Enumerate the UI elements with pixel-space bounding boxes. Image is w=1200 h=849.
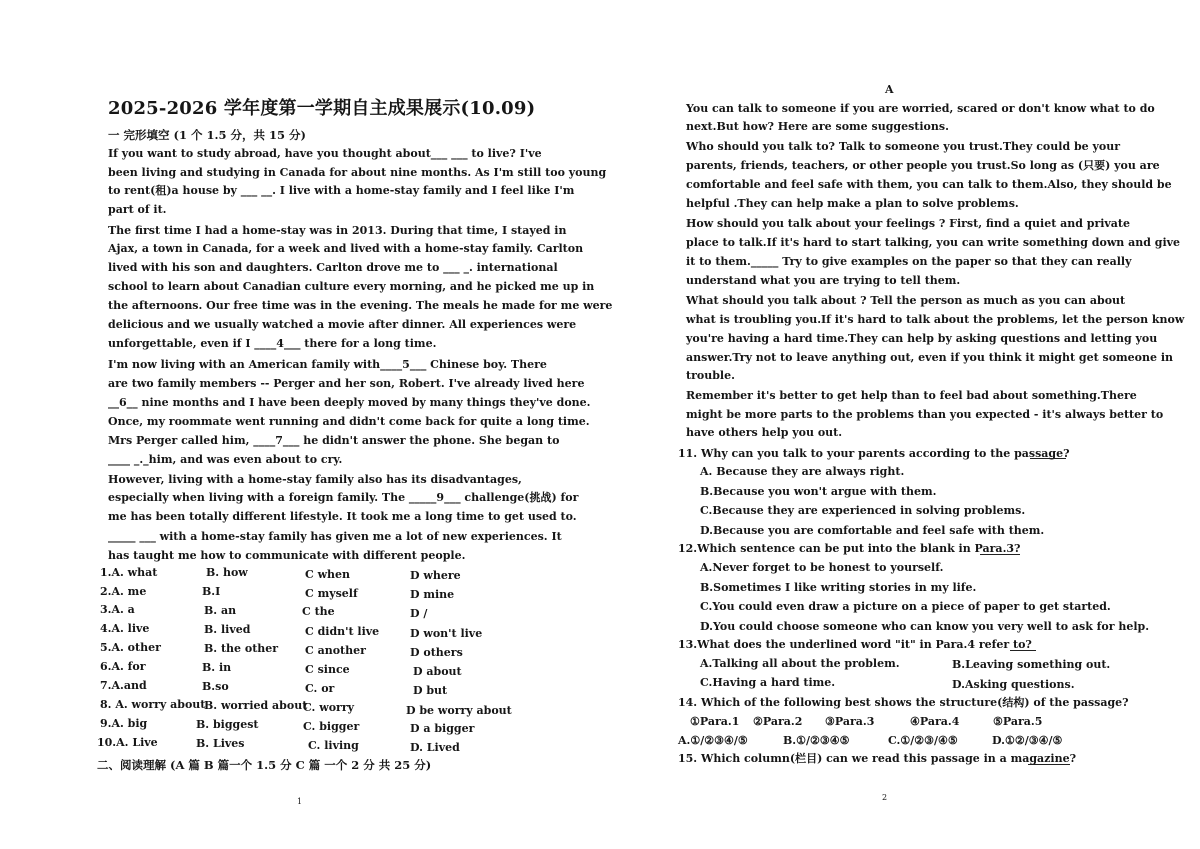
option-b[interactable]: B. lived	[204, 623, 251, 636]
question-14-option-b[interactable]: B.①/②③④⑤	[783, 734, 850, 747]
option-d[interactable]: D where	[410, 569, 461, 582]
option-b[interactable]: B. biggest	[196, 718, 259, 731]
question-12-option-a[interactable]: A.Never forget to be honest to yourself.	[700, 561, 944, 574]
passage-line: me has been totally different lifestyle. It took me a long time to get used to.	[108, 510, 577, 523]
exam-title: 2025-2026 学年度第一学期自主成果展示(10.09)	[108, 98, 536, 119]
passage-line: has taught me how to communicate with different people.	[108, 549, 466, 562]
paragraph-label: ④Para.4	[910, 715, 960, 728]
answer-blank[interactable]	[1030, 458, 1066, 459]
option-d[interactable]: D about	[413, 665, 462, 678]
passage-line: what is troubling you.If it's hard to talk about the problems, let the person know	[686, 313, 1185, 326]
passage-line: are two family members -- Perger and her son, Robert. I've already lived here	[108, 377, 585, 390]
passage-line: to rent(租)a house by ___ __. I live with a home-stay family and I feel like I'm	[108, 184, 575, 197]
option-c[interactable]: C the	[302, 605, 335, 618]
passage-line: been living and studying in Canada for about nine months. As I'm still too young	[108, 166, 607, 179]
question-13-option-d[interactable]: D.Asking questions.	[952, 678, 1075, 691]
option-d[interactable]: D mine	[410, 588, 455, 601]
option-a[interactable]: 9.A. big	[100, 717, 148, 730]
section-reading-heading: 二、阅读理解 (A 篇 B 篇一个 1.5 分 C 篇 一个 2 分 共 25 分)	[97, 758, 432, 772]
passage-line: How should you talk about your feelings ? First, find a quiet and private	[686, 217, 1131, 230]
passage-line: part of it.	[108, 203, 167, 216]
question-14-option-d[interactable]: D.①②/③④/⑤	[992, 734, 1063, 747]
option-d[interactable]: D but	[413, 684, 448, 697]
option-d[interactable]: D. Lived	[410, 741, 460, 754]
question-15-stem: 15. Which column(栏目) can we read this passage in a magazine?	[678, 752, 1077, 765]
passage-line: delicious and we usually watched a movie after dinner. All experiences were	[108, 318, 577, 331]
option-d[interactable]: D a bigger	[410, 722, 475, 735]
option-c[interactable]: C didn't live	[305, 625, 380, 638]
passage-line: However, living with a home-stay family also has its disadvantages,	[108, 473, 522, 486]
question-11-option-b[interactable]: B.Because you won't argue with them.	[700, 485, 937, 498]
option-b[interactable]: B. an	[204, 604, 237, 617]
passage-line: next.But how? Here are some suggestions.	[686, 120, 949, 133]
question-14-option-a[interactable]: A.①/②③④/⑤	[678, 734, 748, 747]
question-14-stem: 14. Which of the following best shows the structure(结构) of the passage?	[678, 696, 1129, 709]
passage-line: might be more parts to the problems than you expected - it's always better to	[686, 408, 1164, 421]
option-a[interactable]: 7.A.and	[100, 679, 147, 692]
paragraph-label: ③Para.3	[825, 715, 875, 728]
passage-line: the afternoons. Our free time was in the evening. The meals he made for me were	[108, 299, 613, 312]
passage-line: helpful .They can help make a plan to solve problems.	[686, 197, 1019, 210]
option-a[interactable]: 1.A. what	[100, 566, 158, 579]
option-a[interactable]: 4.A. live	[100, 622, 150, 635]
option-b[interactable]: B. Lives	[196, 737, 245, 750]
passage-line: Ajax, a town in Canada, for a week and lived with a home-stay family. Carlton	[108, 242, 584, 255]
passage-line: lived with his son and daughters. Carlton drove me to ___ _. international	[108, 261, 558, 274]
question-11-option-a[interactable]: A. Because they are always right.	[700, 465, 905, 478]
question-13-option-c[interactable]: C.Having a hard time.	[700, 676, 836, 689]
passage-line: it to them._____ Try to give examples on the paper so that they can really	[686, 255, 1132, 268]
option-c[interactable]: C myself	[305, 587, 358, 600]
paragraph-label: ②Para.2	[753, 715, 803, 728]
option-d[interactable]: D /	[410, 607, 428, 620]
option-c[interactable]: C. worry	[303, 701, 355, 714]
passage-line: comfortable and feel safe with them, you can talk to them.Also, they should be	[686, 178, 1172, 191]
option-c[interactable]: C. bigger	[303, 720, 360, 733]
option-d[interactable]: D be worry about	[406, 704, 512, 717]
passage-line: have others help you out.	[686, 426, 843, 439]
option-c[interactable]: C. or	[305, 682, 335, 695]
option-a[interactable]: 3.A. a	[100, 603, 135, 616]
option-c[interactable]: C since	[305, 663, 350, 676]
exam-page-right	[600, 0, 1200, 849]
paragraph-label: ①Para.1	[690, 715, 740, 728]
option-a[interactable]: 2.A. me	[100, 585, 147, 598]
passage-line: What should you talk about ? Tell the person as much as you can about	[686, 294, 1126, 307]
passage-heading: A	[885, 83, 894, 96]
option-b[interactable]: B.I	[202, 585, 221, 598]
passage-line: Who should you talk to? Talk to someone you trust.They could be your	[686, 140, 1121, 153]
passage-line: school to learn about Canadian culture every morning, and he picked me up in	[108, 280, 595, 293]
passage-line: place to talk.If it's hard to start talking, you can write something down and give	[686, 236, 1181, 249]
passage-line: If you want to study abroad, have you thought about___ ___ to live? I've	[108, 147, 542, 160]
passage-line: especially when living with a foreign family. The _____9___ challenge(挑战) for	[108, 491, 579, 504]
option-b[interactable]: B. worried about	[204, 699, 308, 712]
passage-line: you're having a hard time.They can help by asking questions and letting you	[686, 332, 1158, 345]
question-11-option-c[interactable]: C.Because they are experienced in solving problems.	[700, 504, 1026, 517]
passage-line: ____ _._him, and was even about to cry.	[108, 453, 343, 466]
question-12-option-b[interactable]: B.Sometimes I like writing stories in my life.	[700, 581, 977, 594]
paragraph-label: ⑤Para.5	[993, 715, 1043, 728]
option-d[interactable]: D won't live	[410, 627, 483, 640]
question-11-option-d[interactable]: D.Because you are comfortable and feel safe with them.	[700, 524, 1045, 537]
question-12-option-c[interactable]: C.You could even draw a picture on a piece of paper to get started.	[700, 600, 1111, 613]
option-c[interactable]: C when	[305, 568, 351, 581]
question-11-stem: 11. Why can you talk to your parents according to the passage?	[678, 447, 1070, 460]
page-number: 1	[297, 797, 303, 806]
passage-line: I'm now living with an American family with____5___ Chinese boy. There	[108, 358, 547, 371]
option-b[interactable]: B. how	[206, 566, 248, 579]
question-14-option-c[interactable]: C.①/②③/④⑤	[888, 734, 958, 747]
question-13-stem: 13.What does the underlined word "it" in Para.4 refer to?	[678, 638, 1032, 651]
page-number: 2	[882, 793, 888, 802]
option-a[interactable]: 8. A. worry about	[100, 698, 206, 711]
passage-line: Once, my roommate went running and didn't come back for quite a long time.	[108, 415, 590, 428]
answer-blank[interactable]	[1028, 764, 1070, 765]
passage-line: __6__ nine months and I have been deeply moved by many things they've done.	[108, 396, 591, 409]
option-b[interactable]: B. in	[202, 661, 232, 674]
question-13-option-a[interactable]: A.Talking all about the problem.	[700, 657, 900, 670]
question-12-option-d[interactable]: D.You could choose someone who can know you very well to ask for help.	[700, 620, 1150, 633]
option-a[interactable]: 6.A. for	[100, 660, 146, 673]
question-12-stem: 12.Which sentence can be put into the blank in Para.3?	[678, 542, 1021, 555]
passage-line: _____ ___ with a home-stay family has given me a lot of new experiences. It	[108, 530, 562, 543]
section-cloze-heading: 一 完形填空 (1 个 1.5 分，共 15 分)	[108, 128, 306, 142]
option-b[interactable]: B.so	[202, 680, 229, 693]
option-b[interactable]: B. the other	[204, 642, 279, 655]
passage-line: unforgettable, even if I ____4___ there for a long time.	[108, 337, 437, 350]
option-c[interactable]: C. living	[308, 739, 359, 752]
answer-blank[interactable]	[1010, 650, 1036, 651]
passage-line: You can talk to someone if you are worried, scared or don't know what to do	[686, 102, 1155, 115]
answer-blank[interactable]	[980, 554, 1020, 555]
option-c[interactable]: C another	[305, 644, 366, 657]
passage-line: parents, friends, teachers, or other people you trust.So long as (只要) you are	[686, 159, 1160, 172]
option-a[interactable]: 10.A. Live	[97, 736, 158, 749]
passage-line: The first time I had a home-stay was in 2013. During that time, I stayed in	[108, 224, 567, 237]
option-a[interactable]: 5.A. other	[100, 641, 161, 654]
option-d[interactable]: D others	[410, 646, 463, 659]
question-13-option-b[interactable]: B.Leaving something out.	[952, 658, 1111, 671]
passage-line: answer.Try not to leave anything out, even if you think it might get someone in	[686, 351, 1174, 364]
passage-line: trouble.	[686, 369, 735, 382]
passage-line: understand what you are trying to tell them.	[686, 274, 961, 287]
passage-line: Remember it's better to get help than to feel bad about something.There	[686, 389, 1137, 402]
passage-line: Mrs Perger called him, ____7___ he didn't answer the phone. She began to	[108, 434, 560, 447]
